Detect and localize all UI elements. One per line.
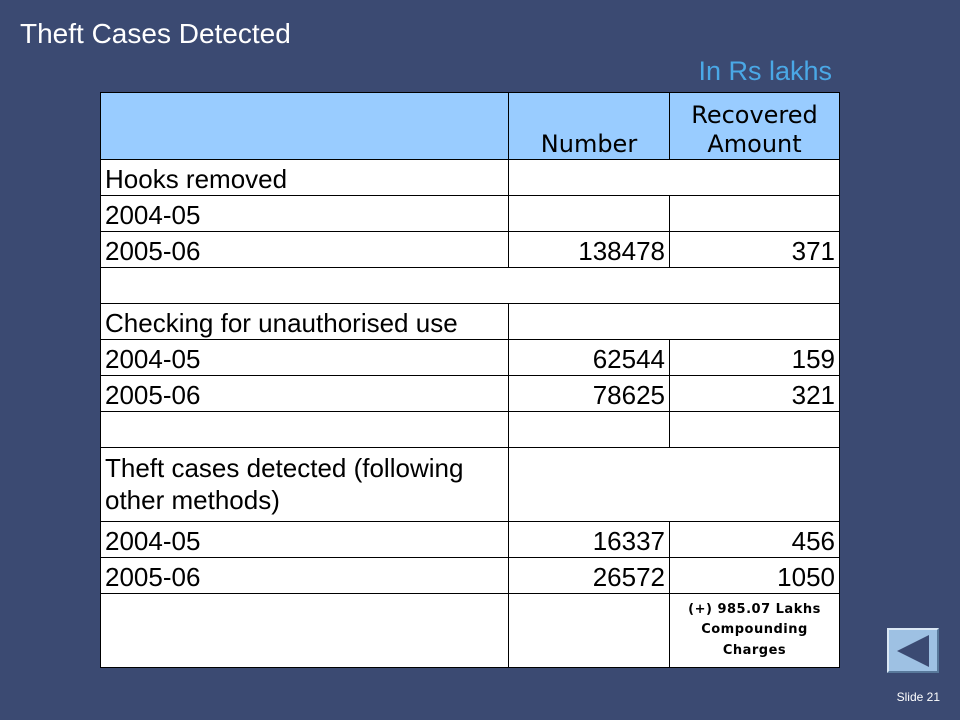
unit-note: In Rs lakhs [698,56,832,86]
row-value-merged [509,160,840,196]
row-label: Hooks removed [101,160,509,196]
row-amount: 159 [670,340,840,376]
row-label: Theft cases detected (following other methods) [101,448,509,522]
table-row-note [101,594,840,668]
note-empty-label [101,594,509,668]
table-row [101,558,840,594]
row-amount [670,412,840,448]
row-amount: 321 [670,376,840,412]
header-recovered-amount [670,93,840,160]
row-number: 16337 [509,522,670,558]
table-row [101,304,840,340]
table-row [101,522,840,558]
table-row [101,232,840,268]
compounding-charges-note [670,594,840,668]
note-empty-number [509,594,670,668]
header-amount-line2: Amount [707,130,802,159]
spacer-cell [101,268,840,304]
row-label: 2004-05 [101,340,509,376]
previous-slide-button[interactable] [887,628,939,673]
row-label: Checking for unauthorised use [101,304,509,340]
table-row [101,376,840,412]
row-label: 2005-06 [101,376,509,412]
row-label: 2004-05 [101,522,509,558]
row-number: 78625 [509,376,670,412]
slide-number: Slide 21 [896,690,940,704]
row-number: 26572 [509,558,670,594]
row-amount [670,196,840,232]
table-header-row [101,93,840,160]
note-line2: Compounding [701,622,808,638]
row-amount: 1050 [670,558,840,594]
table-row [101,412,840,448]
row-label: 2005-06 [101,558,509,594]
header-amount-line1: Recovered [691,101,818,130]
table-row [101,196,840,232]
row-amount: 371 [670,232,840,268]
row-label: 2005-06 [101,232,509,268]
triangle-left-icon [893,633,933,669]
row-number: 62544 [509,340,670,376]
page-title: Theft Cases Detected [20,18,291,49]
row-number: 138478 [509,232,670,268]
row-value-merged [509,304,840,340]
note-line1: (+) 985.07 Lakhs [688,602,821,618]
note-line3: Charges [722,642,787,658]
theft-cases-table [100,92,840,668]
row-number [509,412,670,448]
table-row-spacer [101,268,840,304]
row-label: 2004-05 [101,196,509,232]
row-number [509,196,670,232]
table-row [101,448,840,522]
row-amount: 456 [670,522,840,558]
row-value-merged [509,448,840,522]
header-label-cell [101,93,509,160]
table-row [101,340,840,376]
row-label [101,412,509,448]
table-row [101,160,840,196]
header-number: Number [509,93,670,160]
